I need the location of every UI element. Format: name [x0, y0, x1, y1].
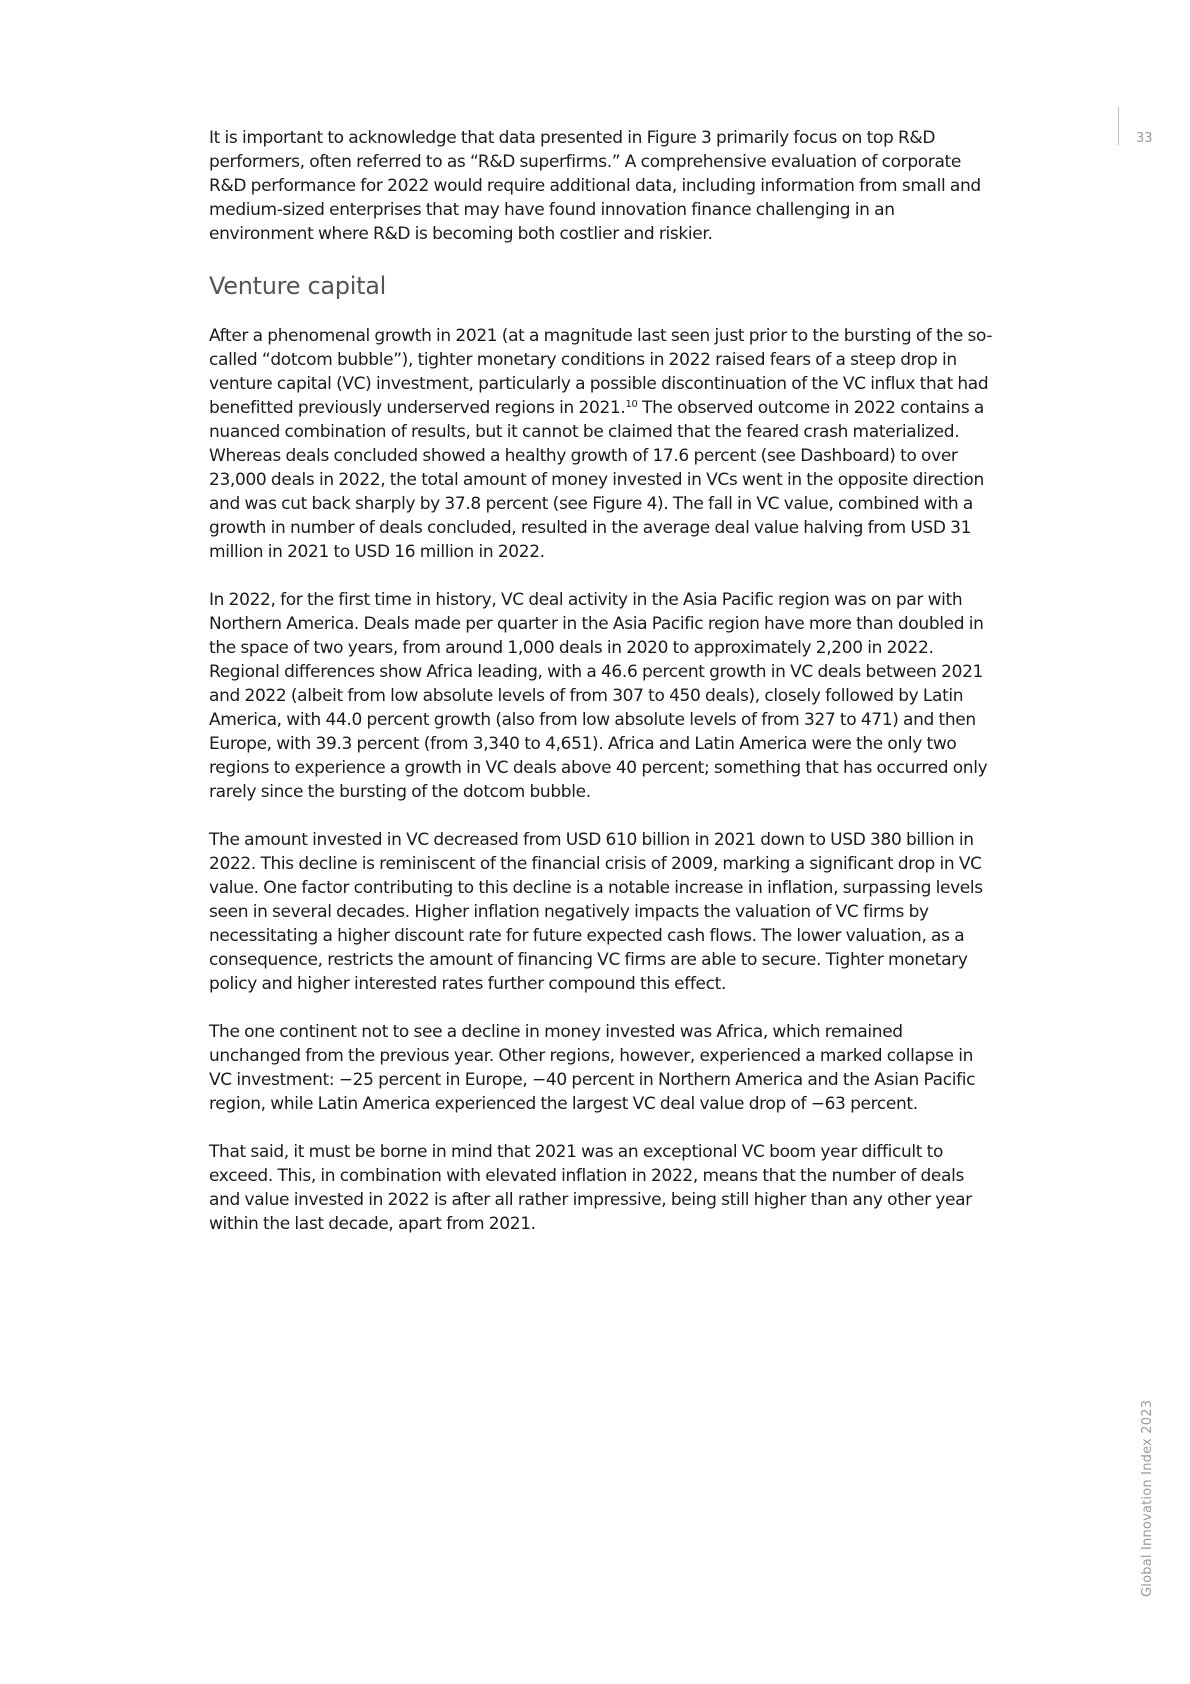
vc-paragraph-3: The amount invested in VC decreased from USD 610 billion in 2021 down to USD 380 billion in 2022. This decline is reminiscent of the financial crisis of 2009, marking a significant drop in VC value. One factor contributing to this decline is a notable increase in inflation, surpassing levels seen in several decades. Higher inflation negatively impacts the valuation of VC firms by necessitating a higher discount rate for future expected cash flows. The lower valuation, as a consequence, restricts the amount of financing VC firms are able to secure. Tighter monetary policy and higher interested rates further compound this effect. — [209, 830, 983, 994]
page-number-divider — [1118, 107, 1119, 145]
intro-paragraph: It is important to acknowledge that data presented in Figure 3 primarily focus on top R&D performers, often referred to as “R&D superfirms.” A comprehensive evaluation of corporate R&D performance for 2022 would require additional data, including information from small and medium-sized enterprises that may have found innovation finance challenging in an environment where R&D is becoming both costlier and riskier. — [209, 128, 981, 244]
vc-paragraph-4: The one continent not to see a decline in money invested was Africa, which remained unchanged from the previous year. Other regions, however, experienced a marked collapse in VC investment: −25 percent in Europe, −40 percent in Northern America and the Asian Pacific region, while Latin America experienced the largest VC deal value drop of −63 percent. — [209, 1022, 976, 1114]
vc-paragraph-5: That said, it must be borne in mind that 2021 was an exceptional VC boom year difficult to exceed. This, in combination with elevated inflation in 2022, means that the number of deals and value invested in 2022 is after all rather impressive, being still higher than any other year within the last decade, apart from 2021. — [209, 1142, 972, 1234]
running-title: Global Innovation Index 2023 — [1140, 1399, 1155, 1597]
page-number: 33 — [1136, 131, 1153, 146]
vc-paragraph-1-text-after-note: The observed outcome in 2022 contains a nuanced combination of results, but it cannot be claimed that the feared crash materialized. Whereas deals concluded showed a healthy growth of 17.6 percent (see Dashboard) to over 23,000 deals in 2022, the total amount of money invested in VCs went in the opposite direction and was cut back sharply by 37.8 percent (see Figure 4). The fall in VC value, combined with a growth in number of deals concluded, resulted in the average deal value halving from USD 31 million in 2021 to USD 16 million in 2022. — [209, 398, 984, 562]
vc-paragraph-1 — [209, 324, 999, 564]
page-body — [209, 126, 999, 1236]
vc-paragraph-1-text-before-note: After a phenomenal growth in 2021 (at a magnitude last seen just prior to the bursting of the so-called “dotcom bubble”), tighter monetary conditions in 2022 raised fears of a steep drop in venture capital (VC) investment, particularly a possible discontinuation of the VC influx that had benefitted previously underserved regions in 2021. — [209, 326, 993, 418]
section-heading: Venture capital — [209, 272, 386, 300]
vc-paragraph-2: In 2022, for the first time in history, VC deal activity in the Asia Pacific region was on par with Northern America. Deals made per quarter in the Asia Pacific region have more than doubled in the space of two years, from around 1,000 deals in 2020 to approximately 2,200 in 2022. Regional differences show Africa leading, with a 46.6 percent growth in VC deals between 2021 and 2022 (albeit from low absolute levels of from 307 to 450 deals), closely followed by Latin America, with 44.0 percent growth (also from low absolute levels of from 327 to 471) and then Europe, with 39.3 percent (from 3,340 to 4,651). Africa and Latin America were the only two regions to experience a growth in VC deals above 40 percent; something that has occurred only rarely since the bursting of the dotcom bubble. — [209, 590, 988, 802]
footnote-marker[interactable]: 10 — [625, 399, 638, 410]
